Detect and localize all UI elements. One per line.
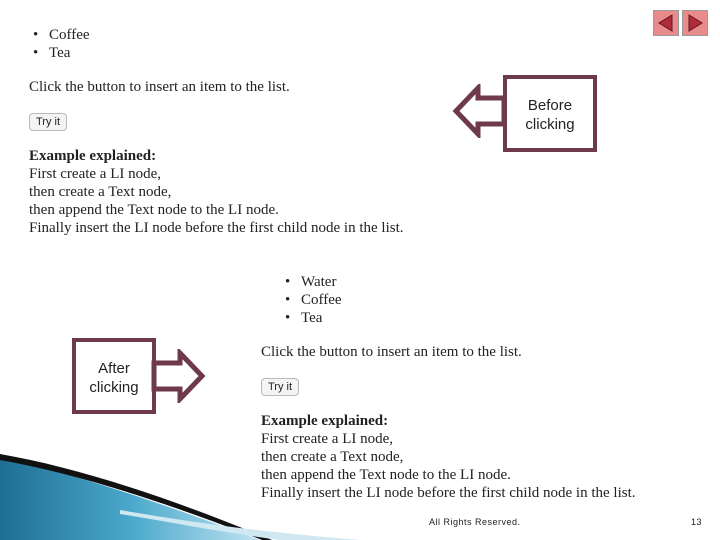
arrow-left-callout [452,84,508,138]
callout-text: clicking [525,116,575,133]
copyright-text: All Rights Reserved. [429,517,521,527]
after-clicking-callout [72,338,156,414]
slide-nav [653,10,709,38]
page-number: 13 [691,517,703,527]
bottom-list [281,273,342,327]
arrow-right-callout [150,349,206,403]
explain-line: First create a LI node, [261,431,394,447]
list-item: • Tea [281,309,342,327]
nav-next-button[interactable] [682,10,708,36]
top-instruction: Click the button to insert an item to the list. [29,79,290,95]
explain-line: then create a Text node, [261,449,404,465]
try-it-button[interactable]: Try it [29,113,67,131]
list-item: • Coffee [281,291,342,309]
callout-text: After [98,360,130,377]
decorative-swoosh [0,450,360,540]
list-item: • Coffee [29,26,90,44]
nav-prev-icon [654,11,678,35]
explain-heading: Example explained: [29,148,157,164]
before-clicking-callout [503,75,597,152]
explain-line: then append the Text node to the LI node. [261,467,511,483]
explain-line: Finally insert the LI node before the first child node in the list. [261,485,636,501]
explain-line: then append the Text node to the LI node. [29,202,279,218]
nav-next-icon [683,11,707,35]
list-item: • Tea [29,44,90,62]
top-explanation [29,147,404,237]
explain-heading: Example explained: [261,413,389,429]
nav-prev-button[interactable] [653,10,679,36]
explain-line: Finally insert the LI node before the first child node in the list. [29,220,404,236]
try-it-button[interactable]: Try it [261,378,299,396]
callout-text: clicking [89,379,139,396]
explain-line: then create a Text node, [29,184,172,200]
list-item: • Water [281,273,342,291]
bottom-instruction: Click the button to insert an item to the list. [261,344,522,360]
callout-text: Before [527,97,573,114]
top-list [29,26,90,62]
explain-line: First create a LI node, [29,166,162,182]
